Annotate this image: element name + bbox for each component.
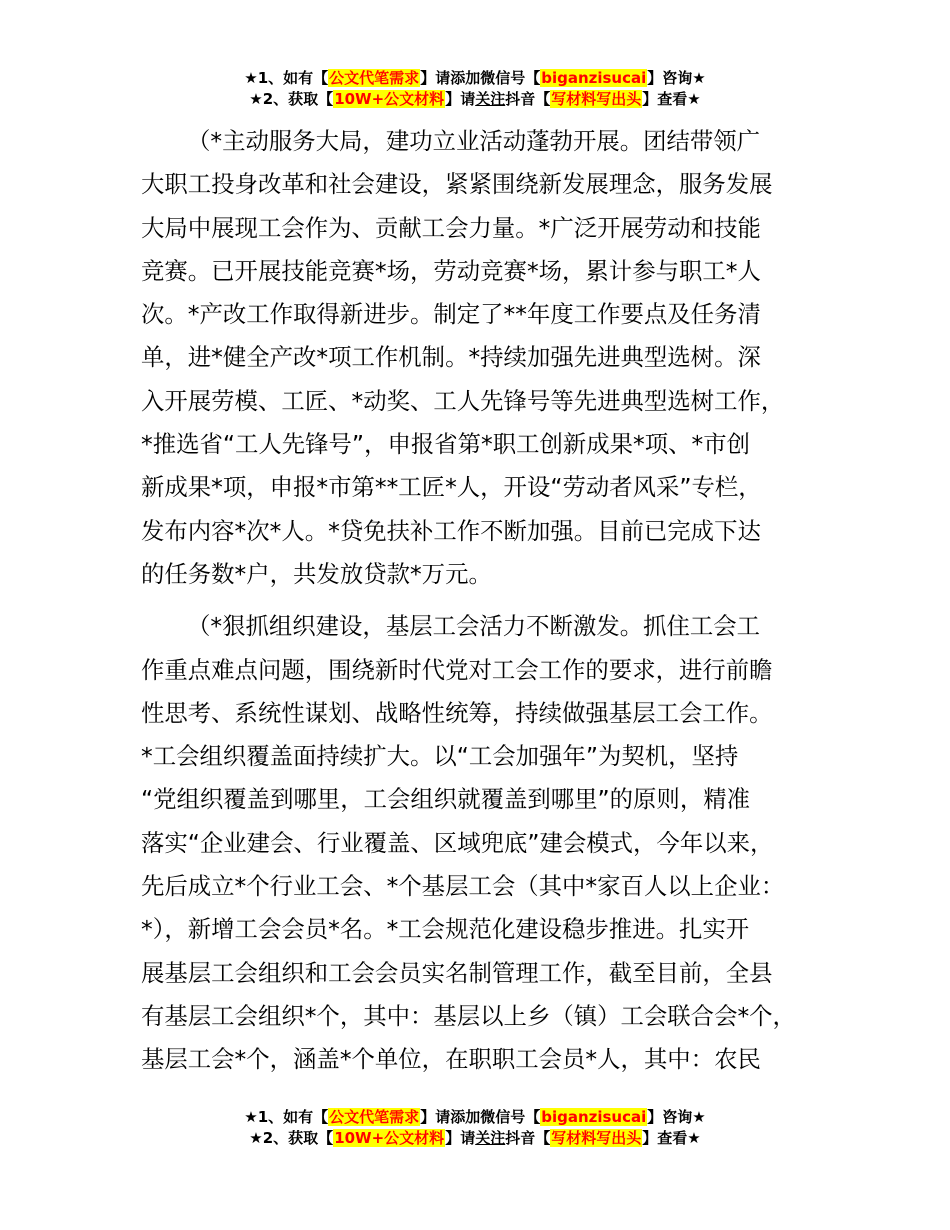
footer-banner-line-2	[0, 1128, 950, 1149]
text-line: （*主动服务大局，建功立业活动蓬勃开展。团结带领广	[187, 127, 761, 155]
footer-highlight-douyin: 写材料写出头	[551, 1129, 642, 1147]
footer-banner	[0, 1107, 950, 1149]
banner-line-1-suffix: 】咨询★	[647, 69, 706, 87]
text-line: 性思考、系统性谋划、战略性统筹，持续做强基层工会工作。	[141, 698, 773, 727]
text-line: “党组织覆盖到哪里，工会组织就覆盖到哪里”的原则，精准	[141, 785, 750, 814]
text-line: 有基层工会组织*个，其中：基层以上乡（镇）工会联合会*个，	[141, 1001, 796, 1030]
banner-highlight-ghostwriting: 公文代笔需求	[329, 69, 420, 87]
footer-highlight-ghostwriting: 公文代笔需求	[329, 1108, 420, 1126]
banner-line-2-mid-after: 抖音【	[505, 90, 551, 108]
banner-line-2-mid-before: 】请	[445, 90, 476, 108]
text-line: 的任务数*户，共发放贷款*万元。	[141, 559, 492, 588]
paragraph-organization-building	[141, 605, 831, 1081]
banner-follow-underlined: 关注	[475, 90, 506, 108]
footer-line-2-suffix: 】查看★	[642, 1129, 701, 1147]
footer-line-1-prefix: ★1、如有【	[244, 1108, 329, 1126]
footer-line-2-mid-before: 】请	[445, 1129, 476, 1147]
text-line: 竞赛。已开展技能竞赛*场，劳动竞赛*场，累计参与职工*人	[141, 256, 761, 285]
text-line: 展基层工会组织和工会会员实名制管理工作，截至目前，全县	[141, 958, 773, 987]
text-line: 落实“企业建会、行业覆盖、区域兜底”建会模式，今年以来，	[141, 828, 774, 857]
text-line: *工会组织覆盖面持续扩大。以“工会加强年”为契机，坚持	[141, 742, 739, 771]
document-body	[141, 120, 831, 1091]
banner-highlight-wechat-id: biganzisucai	[541, 69, 647, 87]
text-line: 入开展劳模、工匠、*动奖、工人先锋号等先进典型选树工作，	[141, 386, 785, 415]
footer-highlight-materials: 10W+公文材料	[334, 1129, 445, 1147]
banner-line-1-prefix: ★1、如有【	[244, 69, 329, 87]
footer-banner-line-1	[0, 1107, 950, 1128]
footer-line-1-suffix: 】咨询★	[647, 1108, 706, 1126]
text-line: *推选省“工人先锋号”，申报省第*职工创新成果*项、*市创	[141, 430, 750, 459]
footer-line-2-prefix: ★2、获取【	[249, 1129, 334, 1147]
text-line: 作重点难点问题，围绕新时代党对工会工作的要求，进行前瞻	[141, 655, 773, 684]
banner-highlight-materials: 10W+公文材料	[334, 90, 445, 108]
footer-line-2-mid-after: 抖音【	[505, 1129, 551, 1147]
banner-line-2-suffix: 】查看★	[642, 90, 701, 108]
text-line: 基层工会*个，涵盖*个单位，在职职工会员*人，其中：农民	[141, 1045, 761, 1074]
banner-line-1-mid: 】请添加微信号【	[420, 69, 541, 87]
text-line: 新成果*项，申报*市第**工匠*人，开设“劳动者风采”专栏，	[141, 473, 762, 502]
paragraph-service-overall	[141, 120, 831, 596]
text-line: 单，进*健全产改*项工作机制。*持续加强先进典型选树。深	[141, 343, 761, 372]
footer-follow-underlined: 关注	[475, 1129, 506, 1147]
footer-line-1-mid: 】请添加微信号【	[420, 1108, 541, 1126]
banner-line-2	[0, 89, 950, 110]
text-line: 发布内容*次*人。*贷免扶补工作不断加强。目前已完成下达	[141, 516, 761, 545]
text-line: 先后成立*个行业工会、*个基层工会（其中*家百人以上企业：	[141, 872, 785, 901]
text-line: *），新增工会会员*名。*工会规范化建设稳步推进。扎实开	[141, 915, 750, 944]
banner-line-2-prefix: ★2、获取【	[249, 90, 334, 108]
banner-highlight-douyin: 写材料写出头	[551, 90, 642, 108]
footer-highlight-wechat-id: biganzisucai	[541, 1108, 647, 1126]
banner-line-1	[0, 68, 950, 89]
text-line: 次。*产改工作取得新进步。制定了**年度工作要点及任务清	[141, 300, 761, 329]
text-line: （*狠抓组织建设，基层工会活力不断激发。抓住工会工	[187, 612, 761, 641]
text-line: 大局中展现工会作为、贡献工会力量。*广泛开展劳动和技能	[141, 213, 761, 242]
header-banner	[0, 68, 950, 110]
text-line: 大职工投身改革和社会建设，紧紧围绕新发展理念，服务发展	[141, 170, 773, 199]
